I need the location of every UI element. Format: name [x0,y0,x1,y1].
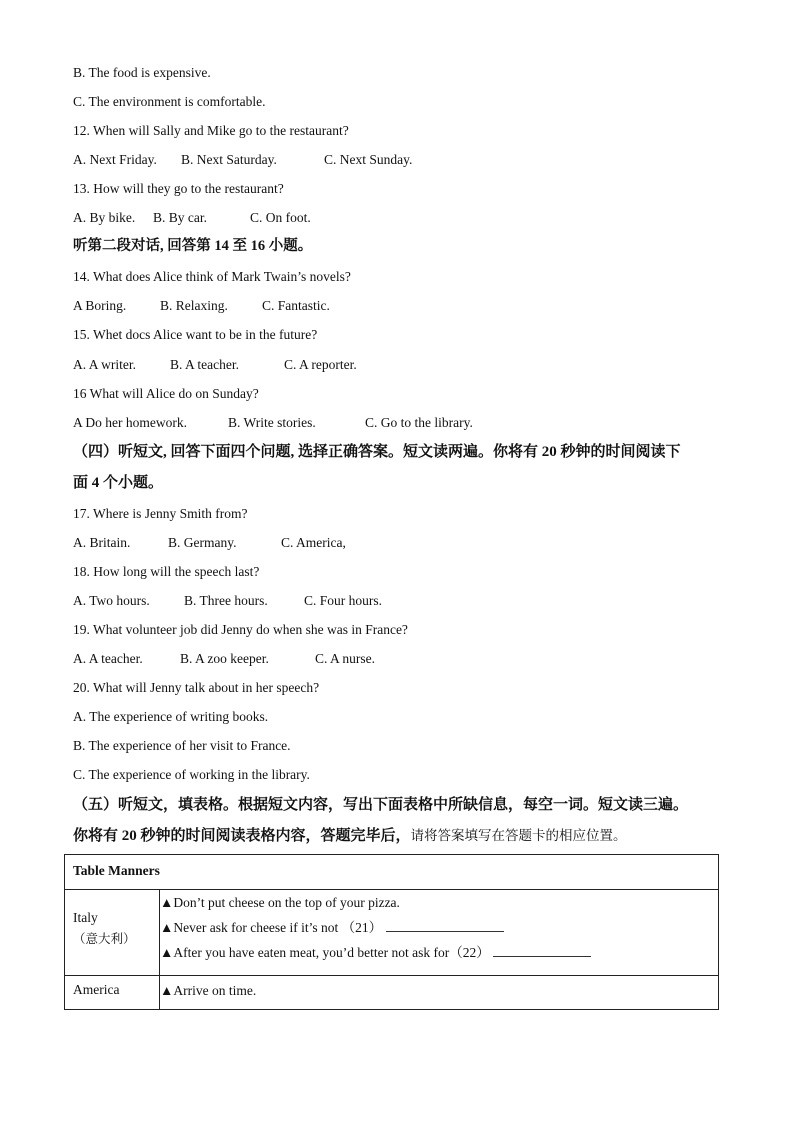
q14-option-a: A Boring. [73,298,127,313]
table-title: Table Manners [65,855,719,890]
answer-blank-22[interactable] [493,944,591,957]
q12-question: 12. When will Sally and Mike go to the restaurant? [73,123,349,138]
q12-option-c: C. Next Sunday. [324,152,413,167]
part5-heading-bold: 你将有 20 秒钟的时间阅读表格内容，答题完毕后， [73,828,411,844]
q12-option-b: B. Next Saturday. [181,152,277,167]
q16-option-c: C. Go to the library. [365,415,473,430]
answer-blank-21[interactable] [386,919,504,932]
italy-rules [160,890,719,976]
q13-options [73,209,311,227]
q16-question: 16 What will Alice do on Sunday? [73,386,259,401]
table-manners [64,854,719,1010]
italy-rule-2: ▲Never ask for cheese if it’s not （21） [160,920,383,935]
q20-option-c: C. The experience of working in the library. [73,767,310,782]
q11-option-c: C. The environment is comfortable. [73,94,266,109]
q15-options [73,356,357,374]
italy-label: Italy [73,910,98,925]
america-rules [160,976,719,1010]
part4-heading-line2: 面 4 个小题。 [73,475,164,491]
q11-option-b: B. The food is expensive. [73,65,211,80]
q15-option-a: A. A writer. [73,357,136,372]
q14-option-b: B. Relaxing. [160,298,228,313]
q16-option-b: B. Write stories. [228,415,316,430]
q15-option-c: C. A reporter. [284,357,357,372]
q17-question: 17. Where is Jenny Smith from? [73,506,248,521]
q19-options [73,650,375,668]
q14-question: 14. What does Alice think of Mark Twain’s novels? [73,269,351,284]
q13-question: 13. How will they go to the restaurant? [73,181,284,196]
america-rule-1: ▲Arrive on time. [160,983,257,998]
italy-cn-label: （意大利） [73,931,136,946]
q20-question: 20. What will Jenny talk about in her speech? [73,680,320,695]
italy-rule-3-row [160,940,718,965]
q14-options [73,297,330,315]
q19-option-a: A. A teacher. [73,651,143,666]
q17-option-c: C. America, [281,535,346,550]
q13-option-a: A. By bike. [73,210,136,225]
part4-heading-line1: （四）听短文, 回答下面四个问题, 选择正确答案。短文读两遍。你将有 20 秒钟的时间阅读下 [73,444,681,460]
q12-option-a: A. Next Friday. [73,152,157,167]
q12-options [73,151,412,169]
america-label: America [65,976,160,1010]
q15-question: 15. Whet docs Alice want to be in the future? [73,327,318,342]
q18-options [73,592,382,610]
italy-rule-2-row [160,915,718,940]
q18-option-c: C. Four hours. [304,593,383,608]
q15-option-b: B. A teacher. [170,357,239,372]
italy-rule-3: ▲After you have eaten meat, you’d better not ask for（22） [160,945,490,960]
q17-option-b: B. Germany. [168,535,237,550]
part5-heading-normal: 请将答案填写在答题卡的相应位置。 [410,828,627,843]
q19-option-b: B. A zoo keeper. [180,651,269,666]
q16-options [73,414,473,432]
q20-option-b: B. The experience of her visit to France. [73,738,291,753]
q18-question: 18. How long will the speech last? [73,564,260,579]
q14-option-c: C. Fantastic. [262,298,330,313]
q13-option-c: C. On foot. [250,210,311,225]
part5-heading-line1: （五）听短文，填表格。根据短文内容，写出下面表格中所缺信息，每空一词。短文读三遍。 [73,797,689,813]
part5-heading-line2 [73,826,627,846]
q18-option-b: B. Three hours. [184,593,268,608]
q20-option-a: A. The experience of writing books. [73,709,269,724]
q17-options [73,534,346,552]
italy-rule-1: ▲Don’t put cheese on the top of your pizza. [160,895,400,910]
dialogue2-heading: 听第二段对话, 回答第 14 至 16 小题。 [73,238,313,254]
q19-question: 19. What volunteer job did Jenny do when she was in France? [73,622,408,637]
q17-option-a: A. Britain. [73,535,131,550]
q18-option-a: A. Two hours. [73,593,150,608]
q16-option-a: A Do her homework. [73,415,187,430]
q13-option-b: B. By car. [153,210,207,225]
italy-cell [65,890,160,976]
q19-option-c: C. A nurse. [315,651,376,666]
